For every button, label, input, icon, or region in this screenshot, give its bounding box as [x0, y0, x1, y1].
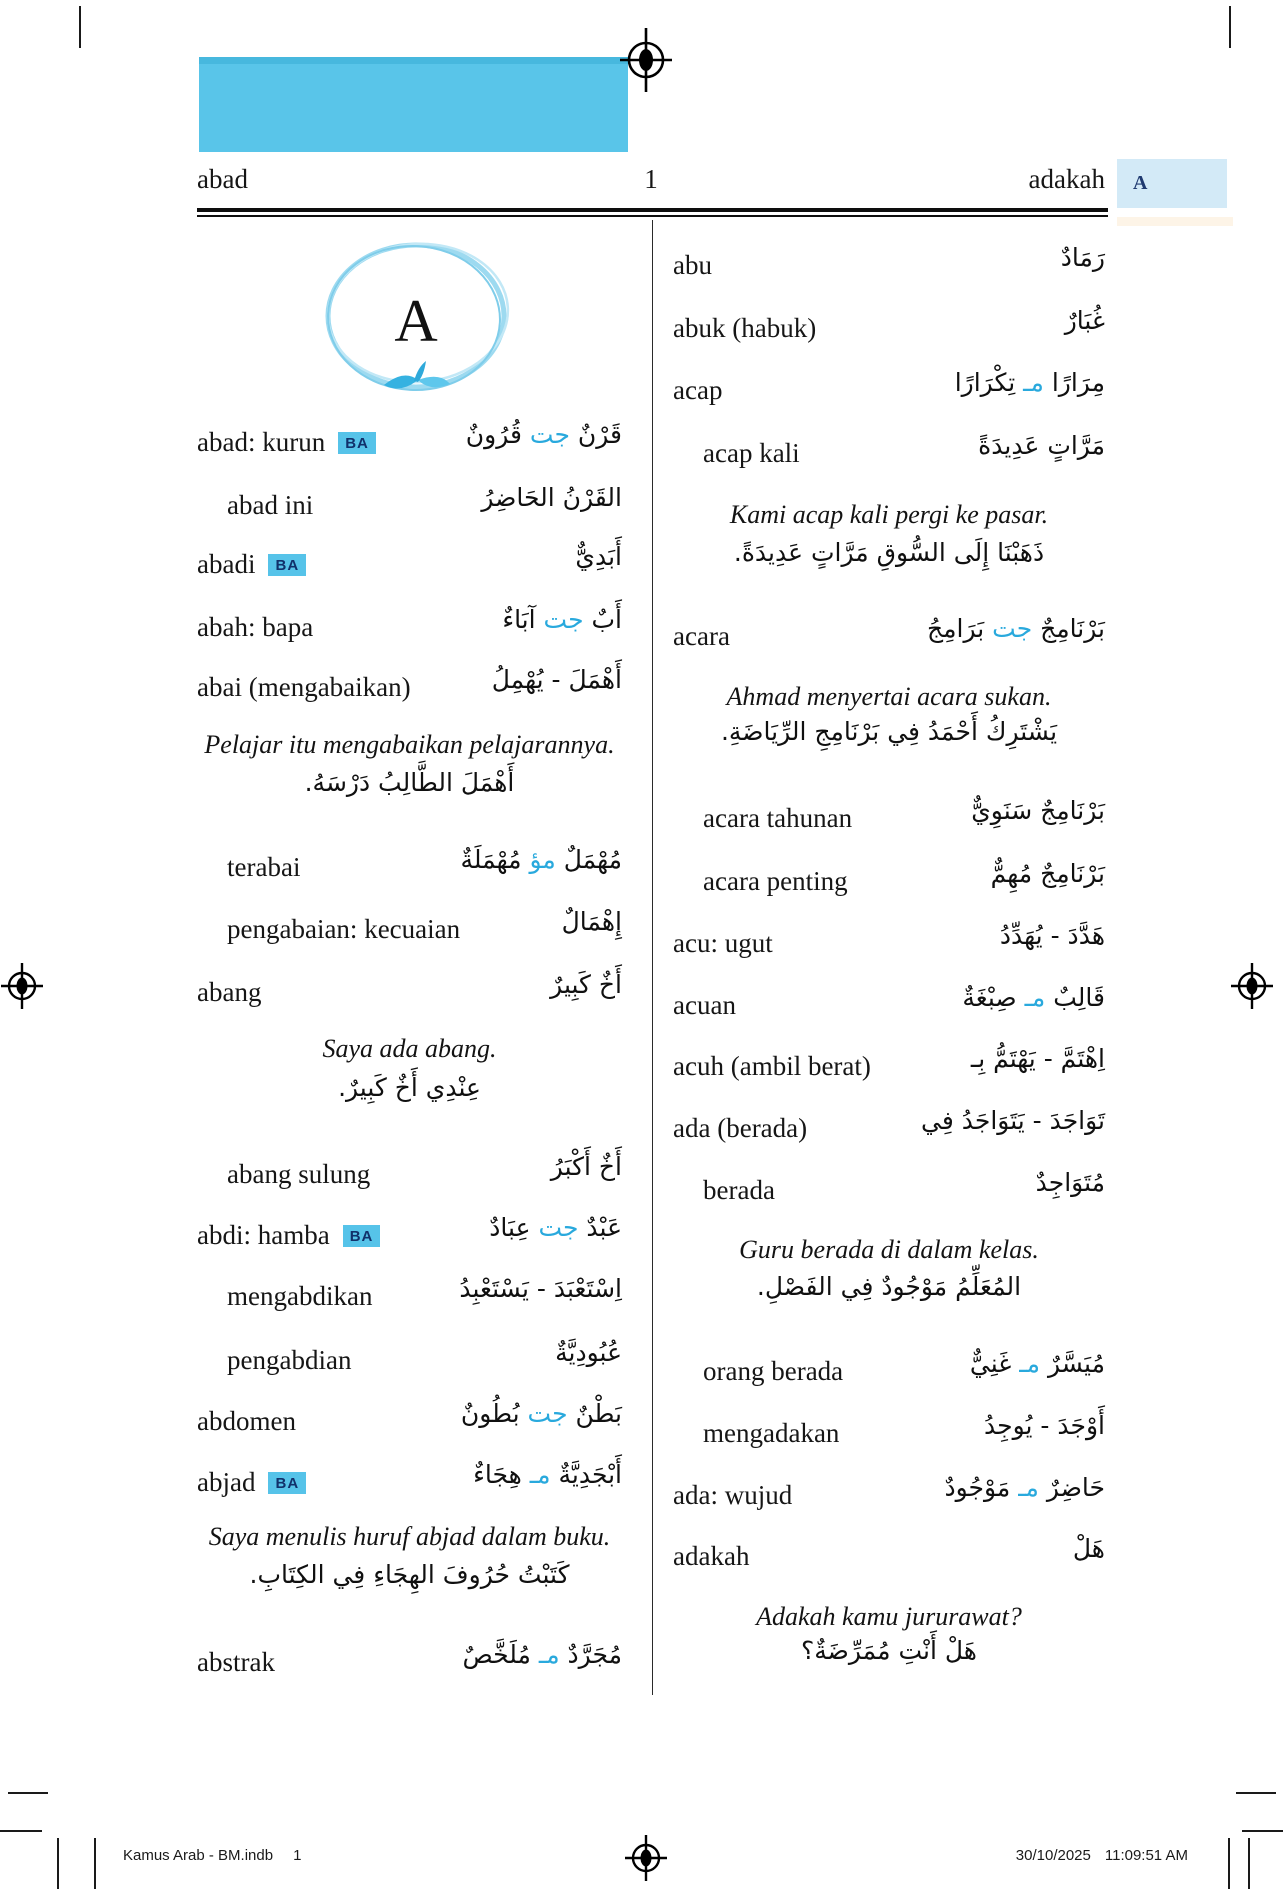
entry-term: abang sulung — [227, 1159, 371, 1189]
grammar-marker: مـ — [529, 1460, 551, 1489]
entry-term: abuk (habuk) — [673, 313, 817, 343]
grammar-marker: مـ — [1018, 1473, 1039, 1502]
entry-term: pengabaian: kecuaian — [227, 914, 461, 944]
footer-file-info — [123, 1847, 301, 1864]
dictionary-entry — [673, 431, 1105, 482]
entry-arabic: أَوْجَدَ - يُوجِدُ — [984, 1411, 1105, 1440]
entry-arabic: هَدَّدَ - يُهَدِّدُ — [999, 921, 1105, 950]
entry-arabic: عُبُودِيَّةٌ — [555, 1338, 622, 1367]
entry-term: acara — [673, 621, 730, 651]
dictionary-entry — [673, 796, 1105, 847]
trim-mark — [8, 1792, 48, 1794]
registration-mark-right-icon — [1229, 963, 1275, 1009]
dictionary-entry — [673, 859, 1105, 910]
dictionary-entry — [197, 1152, 622, 1203]
entry-term: acuan — [673, 990, 736, 1020]
example-sentence-malay: Saya ada abang. — [322, 1034, 497, 1063]
footer — [0, 1845, 1283, 1875]
entry-arabic: مُجَرَّدٌ مـ مُلَخَّصٌ — [462, 1640, 622, 1669]
ba-badge: BA — [268, 554, 306, 576]
dictionary-entry — [197, 1399, 622, 1450]
entry-term: abdomen — [197, 1406, 296, 1436]
entry-term: berada — [703, 1175, 775, 1205]
trim-mark — [79, 6, 81, 48]
entry-arabic: رَمَادٌ — [1060, 243, 1105, 272]
entry-term: pengabdian — [227, 1345, 352, 1375]
trim-mark — [1229, 6, 1231, 48]
guide-word-left: abad — [197, 164, 248, 194]
header-rule-thin — [197, 215, 1108, 217]
entry-term: ada: wujud — [673, 1480, 793, 1510]
entry-term: abang — [197, 977, 262, 1007]
dictionary-entry — [197, 1640, 622, 1691]
dictionary-entry — [197, 1213, 622, 1264]
entry-term: abai (mengabaikan) — [197, 672, 411, 702]
guide-word-right: adakah — [1028, 164, 1105, 194]
grammar-marker: جت — [538, 1213, 579, 1242]
dictionary-entry — [673, 1534, 1105, 1585]
entry-term: acap — [673, 375, 723, 405]
dictionary-entry — [197, 845, 622, 896]
example-sentence-malay: Pelajar itu mengabaikan pelajarannya. — [204, 730, 615, 759]
footer-timestamp — [1016, 1847, 1188, 1864]
registration-mark-top-icon — [614, 28, 678, 92]
example-sentence-malay: Adakah kamu jururawat? — [756, 1602, 1022, 1631]
entry-term: abadi — [197, 549, 256, 579]
entry-arabic: اِسْتَعْبَدَ - يَسْتَعْبِدُ — [459, 1274, 622, 1303]
entry-arabic: أَهْمَلَ - يُهْمِلُ — [491, 665, 622, 694]
dictionary-entry — [197, 1274, 622, 1325]
entry-arabic: بَرْنَامِجٌ جت بَرَامِجُ — [926, 614, 1105, 643]
grammar-marker: مـ — [1023, 368, 1044, 397]
dictionary-entry — [673, 614, 1105, 665]
entry-arabic: أَبَدِيٌّ — [575, 542, 622, 571]
dictionary-entry — [197, 605, 622, 656]
example-sentence-arabic: عِنْدِي أَخٌ كَبِيرٌ. — [338, 1073, 481, 1102]
dictionary-entry — [197, 665, 622, 716]
example-sentence-malay: Kami acap kali pergi ke pasar. — [729, 500, 1049, 529]
dictionary-entry — [673, 1349, 1105, 1400]
entry-term: abad: kurun — [197, 427, 326, 457]
dictionary-entry — [673, 1473, 1105, 1524]
entry-term: mengabdikan — [227, 1281, 373, 1311]
example-sentence-malay: Saya menulis huruf abjad dalam buku. — [208, 1522, 611, 1551]
dictionary-entry — [673, 243, 1105, 294]
dictionary-entry — [197, 483, 622, 534]
entry-arabic: اِهْتَمَّ - يَهْتَمُّ بِـ — [970, 1044, 1105, 1073]
page-number: 1 — [644, 164, 658, 194]
entry-arabic: هَلْ — [1072, 1534, 1105, 1563]
entry-arabic: أَخٌ كَبِيرٌ — [550, 970, 622, 999]
entry-arabic: قَالِبٌ مـ صِبْغَةٌ — [962, 983, 1105, 1012]
dictionary-entry — [673, 1411, 1105, 1462]
entry-term: mengadakan — [703, 1418, 840, 1448]
footer-date: 30/10/2025 — [1015, 1847, 1091, 1864]
grammar-marker: جت — [543, 605, 584, 634]
thumb-tab-letter: A — [1133, 172, 1148, 194]
thumb-tab-shadow — [1117, 217, 1233, 226]
entry-arabic: بَرْنَامِجٌ مُهِمٌّ — [990, 859, 1105, 888]
registration-mark-left-icon — [0, 963, 45, 1009]
ba-badge: BA — [338, 432, 376, 454]
example-sentence-arabic: المُعَلِّمُ مَوْجُودٌ فِي الفَصْلِ. — [756, 1272, 1022, 1301]
entry-term: abdi: hamba — [197, 1220, 330, 1250]
example-sentence-arabic: هَلْ أَنْتِ مُمَرِّضَةٌ؟ — [800, 1636, 977, 1665]
entry-term: abjad — [197, 1467, 256, 1497]
section-letter: A — [394, 288, 438, 354]
entry-term: abu — [673, 250, 712, 280]
header-rule-thick — [197, 208, 1108, 212]
grammar-marker: جت — [992, 614, 1033, 643]
dictionary-entry — [673, 368, 1105, 419]
dictionary-entry — [197, 420, 622, 471]
example-sentence-arabic: ذَهَبْنَا إِلَى السُّوقِ مَرَّاتٍ عَدِيدَةً. — [733, 538, 1045, 567]
entry-arabic: تَوَاجَدَ - يَتَوَاجَدُ فِي — [921, 1106, 1105, 1135]
entry-arabic: مُيَسَّرٌ مـ غَنِيٌّ — [969, 1349, 1105, 1378]
trim-mark — [1236, 1792, 1276, 1794]
grammar-marker: مـ — [1024, 983, 1046, 1012]
footer-file-page: 1 — [293, 1847, 302, 1864]
entry-term: acu: ugut — [673, 928, 773, 958]
dictionary-entry — [673, 1106, 1105, 1157]
entry-term: acara penting — [703, 866, 848, 896]
dictionary-entry — [197, 907, 622, 958]
footer-time: 11:09:51 AM — [1104, 1847, 1188, 1864]
entry-term: orang berada — [703, 1356, 844, 1386]
letter-thumb-tab — [1117, 159, 1227, 208]
dictionary-entry — [673, 1168, 1105, 1219]
running-head — [197, 164, 1105, 198]
entry-term: acara tahunan — [703, 803, 853, 833]
entry-arabic: غُبَارٌ — [1064, 306, 1105, 335]
dictionary-entry — [673, 983, 1105, 1034]
dictionary-entry — [197, 1338, 622, 1389]
entry-term: abad ini — [227, 490, 314, 520]
dictionary-entry — [197, 970, 622, 1021]
ba-badge: BA — [268, 1472, 306, 1494]
entry-arabic: حَاضِرٌ مـ مَوْجُودٌ — [944, 1473, 1105, 1502]
entry-term: abah: bapa — [197, 612, 314, 642]
example-sentence-arabic: يَشْتَرِكُ أَحْمَدُ فِي بَرْنَامِجِ الرِّيَاضَةِ. — [720, 717, 1058, 746]
example-sentence-arabic: أَهْمَلَ الطَّالِبُ دَرْسَهُ. — [304, 768, 515, 797]
entry-term: adakah — [673, 1541, 750, 1571]
dictionary-entry — [197, 542, 622, 593]
dictionary-entry — [673, 921, 1105, 972]
entry-arabic: مَرَّاتٍ عَدِيدَةً — [978, 431, 1105, 460]
entry-arabic: أَبٌ جت آبَاءٌ — [502, 605, 622, 634]
trim-mark — [0, 1830, 42, 1832]
entry-term: acap kali — [703, 438, 800, 468]
entry-term: acuh (ambil berat) — [673, 1051, 871, 1081]
grammar-marker: مـ — [538, 1640, 560, 1669]
entry-term: ada (berada) — [673, 1113, 808, 1143]
grammar-marker: جت — [527, 1399, 568, 1428]
entry-arabic: مُهْمَلٌ مؤ مُهْمَلَةٌ — [460, 845, 622, 874]
dictionary-entry — [673, 306, 1105, 357]
trim-mark — [1242, 1830, 1283, 1832]
grammar-marker: مـ — [1019, 1349, 1041, 1378]
example-sentence-malay: Ahmad menyertai acara sukan. — [726, 682, 1052, 711]
entry-arabic: القَرْنُ الحَاضِرُ — [481, 483, 622, 512]
entry-arabic: عَبْدٌ جت عِبَادٌ — [489, 1213, 622, 1242]
entry-term: terabai — [227, 852, 301, 882]
entry-arabic: مُتَوَاجِدٌ — [1035, 1168, 1105, 1197]
entry-arabic: إِهْمَالٌ — [561, 907, 622, 936]
entry-term: abstrak — [197, 1647, 275, 1677]
footer-file-name: Kamus Arab - BM.indb — [123, 1847, 274, 1864]
entry-arabic: مِرَارًا مـ تِكْرَارًا — [954, 368, 1105, 397]
entry-arabic: بَرْنَامِجٌ سَنَوِيٌّ — [971, 796, 1105, 825]
ba-badge: BA — [343, 1225, 381, 1247]
entry-arabic: بَطْنٌ جت بُطُونٌ — [460, 1399, 622, 1428]
dictionary-entry — [673, 1044, 1105, 1095]
example-sentence-malay: Guru berada di dalam kelas. — [739, 1235, 1039, 1264]
grammar-marker: مؤ — [529, 845, 556, 874]
grammar-marker: جت — [529, 420, 570, 449]
example-sentence-arabic: كَتَبْتُ حُرُوفَ الهِجَاءِ فِي الكِتَابِ. — [249, 1560, 570, 1589]
entry-arabic: قَرْنٌ جت قُرُونٌ — [465, 420, 622, 449]
column-divider — [652, 220, 653, 1695]
entry-arabic: أَخٌ أَكْبَرُ — [550, 1152, 622, 1181]
top-banner — [199, 57, 628, 152]
entry-arabic: أَبْجَدِيَّةٌ مـ هِجَاءٌ — [473, 1460, 622, 1489]
dictionary-entry — [197, 1460, 622, 1511]
